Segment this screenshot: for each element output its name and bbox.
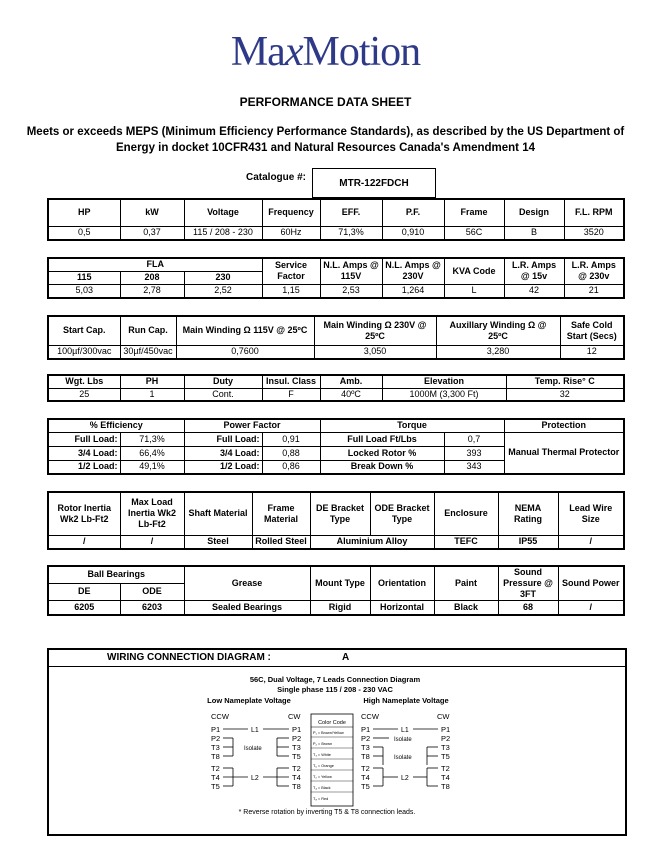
hdr-voltage: Voltage — [184, 199, 262, 226]
hdr-safe-cold-start: Safe Cold Start (Secs) — [560, 316, 624, 345]
lead-p2: P2 — [211, 734, 221, 743]
table-amps — [47, 257, 625, 299]
val-rotor-inertia: / — [48, 535, 120, 549]
lead-t8-high-cw: T8 — [441, 782, 450, 791]
val-sound-power: / — [558, 601, 624, 615]
catalogue-row — [0, 168, 651, 198]
hdr-pf: P.F. — [382, 199, 444, 226]
val-grease: Sealed Bearings — [184, 601, 310, 615]
val-run-cap: 30µf/450vac — [120, 345, 176, 359]
eff-label: Full Load: — [48, 432, 120, 446]
torque-value: 393 — [444, 446, 504, 460]
val-frame: 56C — [444, 226, 504, 240]
hdr-amb: Amb. — [320, 375, 382, 388]
hdr-fla-115: 115 — [48, 271, 120, 284]
pf-label: Full Load: — [184, 432, 262, 446]
val-duty: Cont. — [184, 388, 262, 401]
lead-p1-high-cw: P1 — [441, 725, 451, 734]
high-voltage-label: High Nameplate Voltage — [363, 696, 449, 705]
logo-part-motion: Motion — [302, 29, 421, 75]
val-lr-amps-15: 42 — [504, 284, 564, 298]
hdr-ode-bracket: ODE Bracket Type — [370, 492, 434, 535]
color-t8: T₈ = Red — [313, 797, 329, 801]
l2-label-high: L2 — [401, 775, 409, 782]
val-voltage: 115 / 208 - 230 — [184, 226, 262, 240]
lead-t8-high: T8 — [361, 752, 370, 761]
eff-label: 3/4 Load: — [48, 446, 120, 460]
isolate-label: Isolate — [244, 746, 262, 752]
color-p1: P₁ = Brown/Yellow — [313, 731, 344, 735]
lead-t3: T3 — [211, 743, 220, 752]
meps-line-1: Meets or exceeds MEPS (Minimum Efficiency Performance Standards), as described by the US Department of — [26, 126, 625, 138]
diagram-title: 56C, Dual Voltage, 7 Leads Connection Diagram — [249, 675, 421, 684]
val-nl-amps-230: 1,264 — [382, 284, 444, 298]
hdr-ode: ODE — [120, 583, 184, 600]
hdr-service-factor: Service Factor — [262, 258, 320, 284]
val-pf: 0,910 — [382, 226, 444, 240]
table-general — [47, 374, 625, 402]
hdr-duty: Duty — [184, 375, 262, 388]
hdr-sound-power: Sound Power — [558, 566, 624, 601]
hdr-main-winding-115: Main Winding Ω 115V @ 25ºC — [176, 316, 314, 345]
lead-t4: T4 — [211, 773, 220, 782]
val-ph: 1 — [120, 388, 184, 401]
color-code-title: Color Code — [318, 720, 346, 726]
catalogue-number: MTR-122FDCH — [312, 168, 436, 198]
hdr-elevation: Elevation — [382, 375, 506, 388]
val-frequency: 60Hz — [262, 226, 320, 240]
val-nema-rating: IP55 — [498, 535, 558, 549]
meps-statement — [20, 124, 631, 156]
lead-p2-high-cw: P2 — [441, 734, 451, 743]
val-max-load-inertia: / — [120, 535, 184, 549]
val-enclosure: TEFC — [434, 535, 498, 549]
val-shaft-material: Steel — [184, 535, 252, 549]
val-kva-code: L — [444, 284, 504, 298]
lead-t5-high: T5 — [361, 782, 370, 791]
val-design: B — [504, 226, 564, 240]
lead-t2: T2 — [211, 764, 220, 773]
torque-value: 343 — [444, 460, 504, 474]
val-main-winding-230: 3,050 — [314, 345, 436, 359]
wiring-diagram-section — [47, 648, 627, 836]
protection-value: Manual Thermal Protector — [504, 432, 624, 474]
logo-part-ma: Ma — [230, 29, 285, 75]
torque-label: Break Down % — [320, 460, 444, 474]
val-de: 6205 — [48, 601, 120, 615]
eff-value: 66,4% — [120, 446, 184, 460]
table-basic-ratings — [47, 198, 625, 241]
hdr-eff: EFF. — [320, 199, 382, 226]
lead-t2-cw: T2 — [292, 764, 301, 773]
logo-part-x: x — [284, 29, 303, 75]
cw-label-high: CW — [437, 712, 450, 721]
color-t5: T₅ = Orange — [313, 764, 334, 768]
lead-t2-high: T2 — [361, 764, 370, 773]
val-bracket-type: Aluminium Alloy — [310, 535, 434, 549]
ccw-label: CCW — [211, 712, 229, 721]
hdr-fla-208: 208 — [120, 271, 184, 284]
table-windings — [47, 315, 625, 360]
lead-p1-high: P1 — [361, 725, 371, 734]
hdr-lead-wire-size: Lead Wire Size — [558, 492, 624, 535]
hdr-lr-amps-230: L.R. Amps @ 230v — [564, 258, 624, 284]
val-start-cap: 100µf/300vac — [48, 345, 120, 359]
color-t3: T₃ = White — [313, 753, 331, 757]
reverse-rotation-note: * Reverse rotation by inverting T5 & T8 connection leads. — [238, 809, 416, 816]
val-kw: 0,37 — [120, 226, 184, 240]
hdr-start-cap: Start Cap. — [48, 316, 120, 345]
hdr-grease: Grease — [184, 566, 310, 601]
l2-label: L2 — [251, 775, 259, 782]
eff-value: 71,3% — [120, 432, 184, 446]
hdr-ph: PH — [120, 375, 184, 388]
lead-p2-cw: P2 — [292, 734, 302, 743]
lead-p1-cw: P1 — [292, 725, 302, 734]
hdr-frame: Frame — [444, 199, 504, 226]
hdr-main-winding-230: Main Winding Ω 230V @ 25ºC — [314, 316, 436, 345]
wiring-diagram — [49, 668, 625, 834]
lead-t5-high-cw: T5 — [441, 752, 450, 761]
hdr-mount-type: Mount Type — [310, 566, 370, 601]
diagram-subtitle: Single phase 115 / 208 - 230 VAC — [277, 685, 393, 694]
val-orientation: Horizontal — [370, 601, 434, 615]
lead-t2-high-cw: T2 — [441, 764, 450, 773]
lead-t8: T8 — [211, 752, 220, 761]
color-code-box — [311, 714, 353, 806]
hdr-insul-class: Insul. Class — [262, 375, 320, 388]
val-nl-amps-115: 2,53 — [320, 284, 382, 298]
lead-t5: T5 — [211, 782, 220, 791]
isolate-label-high-1: Isolate — [394, 737, 412, 743]
color-t4: T₄ = Black — [313, 786, 331, 790]
table-efficiency — [47, 418, 625, 475]
pf-value: 0,86 — [262, 460, 320, 474]
val-sound-pressure: 68 — [498, 601, 558, 615]
val-eff: 71,3% — [320, 226, 382, 240]
val-main-winding-115: 0,7600 — [176, 345, 314, 359]
val-insul-class: F — [262, 388, 320, 401]
catalogue-label: Catalogue #: — [246, 172, 307, 183]
torque-value: 0,7 — [444, 432, 504, 446]
hdr-nl-amps-230: N.L. Amps @ 230V — [382, 258, 444, 284]
hdr-fl-rpm: F.L. RPM — [564, 199, 624, 226]
hdr-de: DE — [48, 583, 120, 600]
hdr-frequency: Frequency — [262, 199, 320, 226]
val-amb: 40ºC — [320, 388, 382, 401]
page-title: PERFORMANCE DATA SHEET — [239, 95, 412, 109]
pf-label: 3/4 Load: — [184, 446, 262, 460]
color-t2: T₂ = Yellow — [313, 775, 332, 779]
val-fla-115: 5,03 — [48, 284, 120, 298]
hdr-kva-code: KVA Code — [444, 258, 504, 284]
hdr-kw: kW — [120, 199, 184, 226]
low-voltage-label: Low Nameplate Voltage — [207, 696, 291, 705]
val-fl-rpm: 3520 — [564, 226, 624, 240]
hdr-temp-rise: Temp. Rise° C — [506, 375, 624, 388]
hdr-orientation: Orientation — [370, 566, 434, 601]
lead-t4-high-cw: T4 — [441, 773, 450, 782]
val-aux-winding: 3,280 — [436, 345, 560, 359]
val-temp-rise: 32 — [506, 388, 624, 401]
hdr-fla: FLA — [48, 258, 262, 271]
hdr-frame-material: Frame Material — [252, 492, 310, 535]
wiring-code: A — [342, 652, 350, 663]
val-mount-type: Rigid — [310, 601, 370, 615]
eff-label: 1/2 Load: — [48, 460, 120, 474]
table-bearings — [47, 565, 625, 616]
l1-label-high: L1 — [401, 727, 409, 734]
val-lr-amps-230: 21 — [564, 284, 624, 298]
lead-t4-high: T4 — [361, 773, 370, 782]
lead-t3-high-cw: T3 — [441, 743, 450, 752]
pf-label: 1/2 Load: — [184, 460, 262, 474]
hdr-aux-winding: Auxillary Winding Ω @ 25ºC — [436, 316, 560, 345]
val-lead-wire-size: / — [558, 535, 624, 549]
hdr-hp: HP — [48, 199, 120, 226]
l1-label: L1 — [251, 727, 259, 734]
lead-t3-cw: T3 — [292, 743, 301, 752]
maxmotion-logo — [0, 28, 651, 76]
hdr-efficiency: % Efficiency — [48, 419, 184, 432]
val-weight: 25 — [48, 388, 120, 401]
wiring-label: WIRING CONNECTION DIAGRAM : — [107, 652, 271, 663]
lead-t8-cw: T8 — [292, 782, 301, 791]
isolate-label-high-2: Isolate — [394, 755, 412, 761]
val-ode: 6203 — [120, 601, 184, 615]
hdr-paint: Paint — [434, 566, 498, 601]
hdr-fla-230: 230 — [184, 271, 262, 284]
hdr-design: Design — [504, 199, 564, 226]
lead-t3-high: T3 — [361, 743, 370, 752]
hdr-ball-bearings: Ball Bearings — [48, 566, 184, 583]
cw-label: CW — [288, 712, 301, 721]
hdr-rotor-inertia: Rotor Inertia Wk2 Lb-Ft2 — [48, 492, 120, 535]
lead-t5-cw: T5 — [292, 752, 301, 761]
lead-t4-cw: T4 — [292, 773, 301, 782]
val-paint: Black — [434, 601, 498, 615]
pf-value: 0,91 — [262, 432, 320, 446]
hdr-enclosure: Enclosure — [434, 492, 498, 535]
hdr-shaft-material: Shaft Material — [184, 492, 252, 535]
color-p2: P₂ = Brown — [313, 742, 333, 746]
hdr-torque: Torque — [320, 419, 504, 432]
val-elevation: 1000M (3,300 Ft) — [382, 388, 506, 401]
hdr-nl-amps-115: N.L. Amps @ 115V — [320, 258, 382, 284]
hdr-run-cap: Run Cap. — [120, 316, 176, 345]
hdr-lr-amps-15: L.R. Amps @ 15v — [504, 258, 564, 284]
pf-value: 0,88 — [262, 446, 320, 460]
eff-value: 49,1% — [120, 460, 184, 474]
torque-label: Full Load Ft/Lbs — [320, 432, 444, 446]
torque-label: Locked Rotor % — [320, 446, 444, 460]
hdr-de-bracket: DE Bracket Type — [310, 492, 370, 535]
wiring-header — [49, 650, 625, 667]
ccw-label-high: CCW — [361, 712, 379, 721]
table-materials — [47, 491, 625, 550]
lead-p2-high: P2 — [361, 734, 371, 743]
val-hp: 0,5 — [48, 226, 120, 240]
meps-line-2: Energy in docket 10CFR431 and Natural Resources Canada's Amendment 14 — [115, 142, 535, 154]
val-fla-208: 2,78 — [120, 284, 184, 298]
hdr-protection: Protection — [504, 419, 624, 432]
hdr-nema-rating: NEMA Rating — [498, 492, 558, 535]
lead-p1: P1 — [211, 725, 221, 734]
hdr-weight: Wgt. Lbs — [48, 375, 120, 388]
val-frame-material: Rolled Steel — [252, 535, 310, 549]
val-service-factor: 1,15 — [262, 284, 320, 298]
hdr-power-factor: Power Factor — [184, 419, 320, 432]
hdr-max-load-inertia: Max Load Inertia Wk2 Lb-Ft2 — [120, 492, 184, 535]
hdr-sound-pressure: Sound Pressure @ 3FT — [498, 566, 558, 601]
val-fla-230: 2,52 — [184, 284, 262, 298]
val-safe-cold-start: 12 — [560, 345, 624, 359]
